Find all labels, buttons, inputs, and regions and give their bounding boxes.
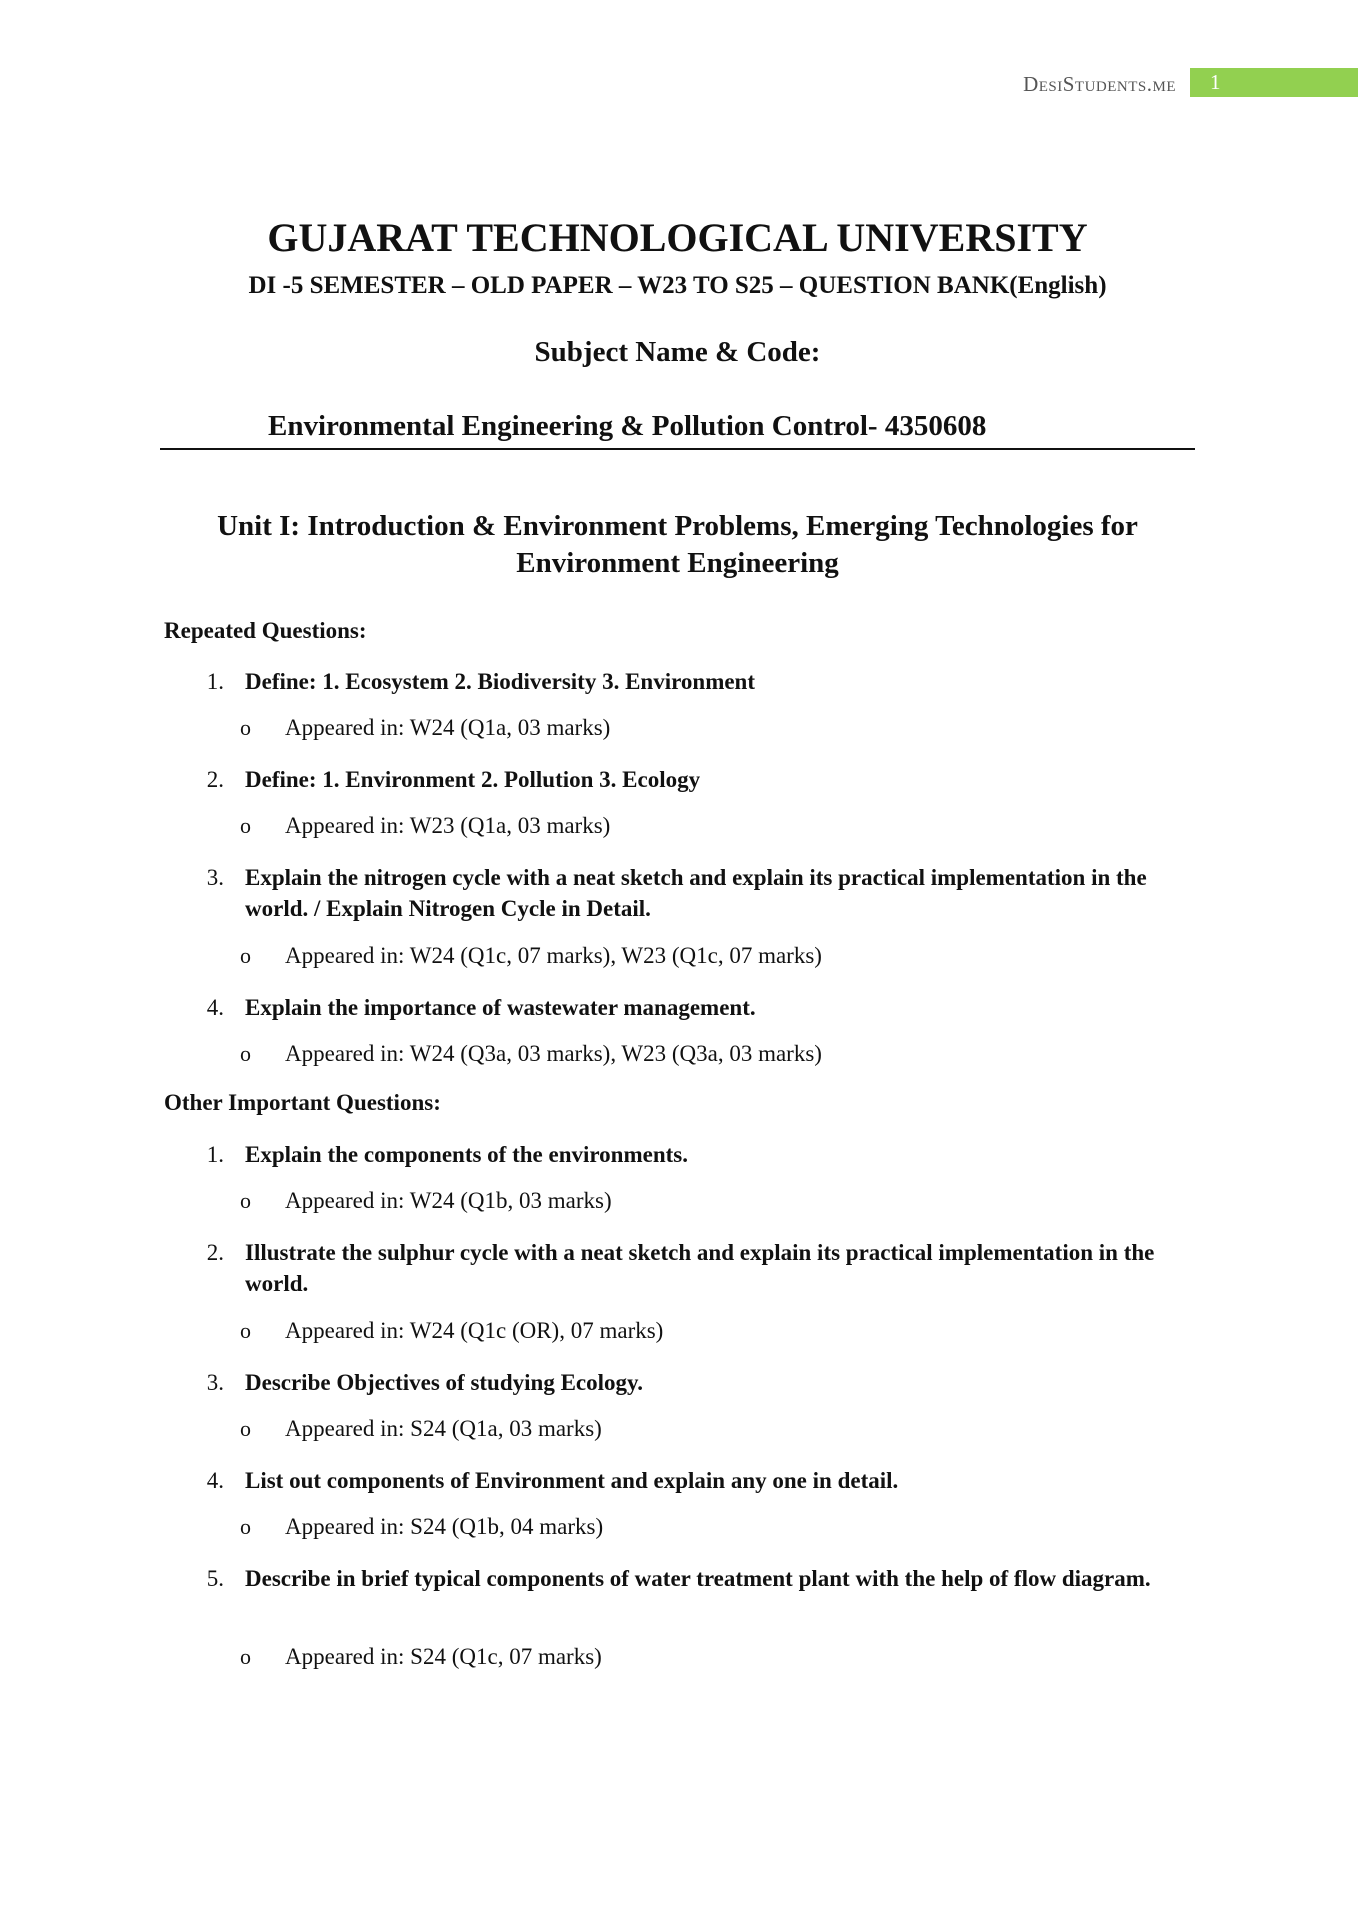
- appeared-in-text: Appeared in: S24 (Q1c, 07 marks): [285, 1644, 602, 1669]
- question-number: 5.: [206, 1566, 224, 1591]
- page-number: 1: [1210, 70, 1221, 94]
- appeared-in-line: [240, 1514, 604, 1540]
- question-number: 4.: [206, 995, 224, 1020]
- bullet-icon: o: [240, 813, 251, 838]
- appeared-in-line: [240, 1188, 612, 1214]
- other-questions-heading: Other Important Questions:: [164, 1090, 441, 1115]
- subject-label: Subject Name & Code:: [534, 336, 821, 368]
- appeared-in-text: Appeared in: S24 (Q1b, 04 marks): [285, 1514, 604, 1539]
- question-number: 1.: [206, 1142, 224, 1167]
- question-number: 3.: [206, 1370, 224, 1395]
- bullet-icon: o: [240, 1041, 251, 1066]
- appeared-in-line: [240, 1416, 602, 1442]
- appeared-in-line: [240, 1318, 664, 1344]
- appeared-in-text: Appeared in: W24 (Q1c (OR), 07 marks): [285, 1318, 664, 1343]
- bullet-icon: o: [240, 943, 251, 968]
- question-text: Define: 1. Ecosystem 2. Biodiversity 3. Environment: [245, 669, 756, 694]
- question-text: Describe Objectives of studying Ecology.: [245, 1370, 643, 1395]
- document-subtitle: DI -5 SEMESTER – OLD PAPER – W23 TO S25 – QUESTION BANK(English): [248, 272, 1107, 299]
- bullet-icon: o: [240, 1318, 251, 1343]
- appeared-in-line: [240, 715, 611, 741]
- bullet-icon: o: [240, 1514, 251, 1539]
- question-number: 3.: [206, 865, 224, 890]
- bullet-icon: o: [240, 1188, 251, 1213]
- question-text: Describe in brief typical components of water treatment plant with the help of flow diagram.: [245, 1566, 1151, 1591]
- appeared-in-text: Appeared in: W23 (Q1a, 03 marks): [285, 813, 611, 838]
- bullet-icon: o: [240, 1644, 251, 1669]
- question-text: Explain the components of the environments.: [245, 1142, 688, 1167]
- document-title: GUJARAT TECHNOLOGICAL UNIVERSITY: [267, 215, 1088, 260]
- question-number: 4.: [206, 1468, 224, 1493]
- site-name: DesiStudents.me: [1023, 72, 1176, 96]
- bullet-icon: o: [240, 1416, 251, 1441]
- question-text: List out components of Environment and explain any one in detail.: [245, 1468, 899, 1493]
- appeared-in-text: Appeared in: W24 (Q1a, 03 marks): [285, 715, 611, 740]
- divider-line: [160, 448, 1195, 450]
- appeared-in-text: Appeared in: W24 (Q1b, 03 marks): [285, 1188, 612, 1213]
- appeared-in-text: Appeared in: S24 (Q1a, 03 marks): [285, 1416, 602, 1441]
- subject-name: Environmental Engineering & Pollution Control- 4350608: [268, 410, 987, 442]
- question-text: Illustrate the sulphur cycle with a neat sketch and explain its practical implementation in the world.: [245, 1240, 1155, 1296]
- question-number: 1.: [206, 669, 224, 694]
- question-text: Define: 1. Environment 2. Pollution 3. Ecology: [245, 767, 701, 792]
- page-number-badge: [1190, 68, 1358, 97]
- question-number: 2.: [206, 1240, 224, 1265]
- question-text: Explain the nitrogen cycle with a neat sketch and explain its practical implementation in the world. / Explain Nitrogen Cycle in Detail.: [245, 865, 1147, 921]
- repeated-questions-heading: Repeated Questions:: [164, 618, 367, 643]
- appeared-in-line: [240, 813, 611, 839]
- appeared-in-text: Appeared in: W24 (Q3a, 03 marks), W23 (Q3a, 03 marks): [285, 1041, 822, 1066]
- appeared-in-line: [240, 1041, 822, 1067]
- appeared-in-line: [240, 1644, 602, 1670]
- bullet-icon: o: [240, 715, 251, 740]
- page-header: [960, 68, 1358, 98]
- appeared-in-text: Appeared in: W24 (Q1c, 07 marks), W23 (Q1c, 07 marks): [285, 943, 822, 968]
- appeared-in-line: [240, 943, 822, 969]
- question-number: 2.: [206, 767, 224, 792]
- unit-heading: Unit I: Introduction & Environment Problems, Emerging Technologies for Environment Engineering: [217, 510, 1138, 579]
- question-text: Explain the importance of wastewater management.: [245, 995, 756, 1020]
